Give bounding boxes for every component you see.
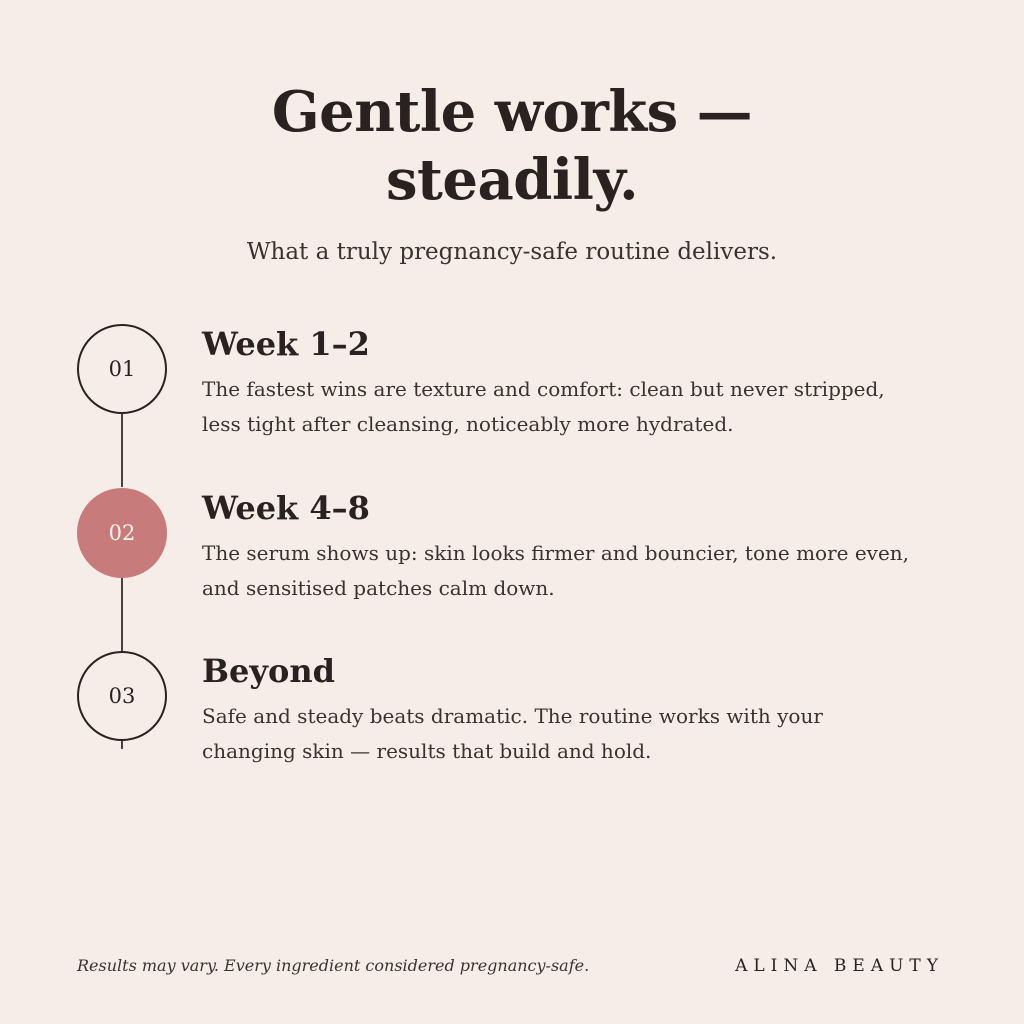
step-description: Safe and steady beats dramatic. The routine works with your changing skin — results that build and hold. [202, 704, 823, 763]
step-number-badge: 03 [77, 651, 167, 741]
timeline-connector-tail [121, 741, 123, 749]
page-subtitle: What a truly pregnancy-safe routine delivers. [246, 239, 778, 265]
step-title: Beyond [202, 652, 335, 690]
step-number-badge: 01 [77, 324, 167, 414]
step-title: Week 4–8 [202, 489, 370, 527]
timeline-connector [121, 413, 123, 487]
disclaimer-note: Results may vary. Every ingredient considered pregnancy-safe. [77, 956, 590, 975]
page-title-line-1: Gentle works — [271, 79, 753, 145]
timeline-connector [121, 577, 123, 651]
brand-wordmark: ALINA BEAUTY [735, 956, 944, 976]
step-description: The fastest wins are texture and comfort: clean but never stripped, less tight after cleansing, noticeably more hydrated. [202, 377, 885, 436]
page-title-line-2: steadily. [385, 147, 639, 213]
step-title: Week 1–2 [202, 325, 370, 363]
step-description: The serum shows up: skin looks firmer and bouncier, tone more even, and sensitised patches calm down. [202, 541, 910, 600]
step-number-badge-active: 02 [77, 488, 167, 578]
